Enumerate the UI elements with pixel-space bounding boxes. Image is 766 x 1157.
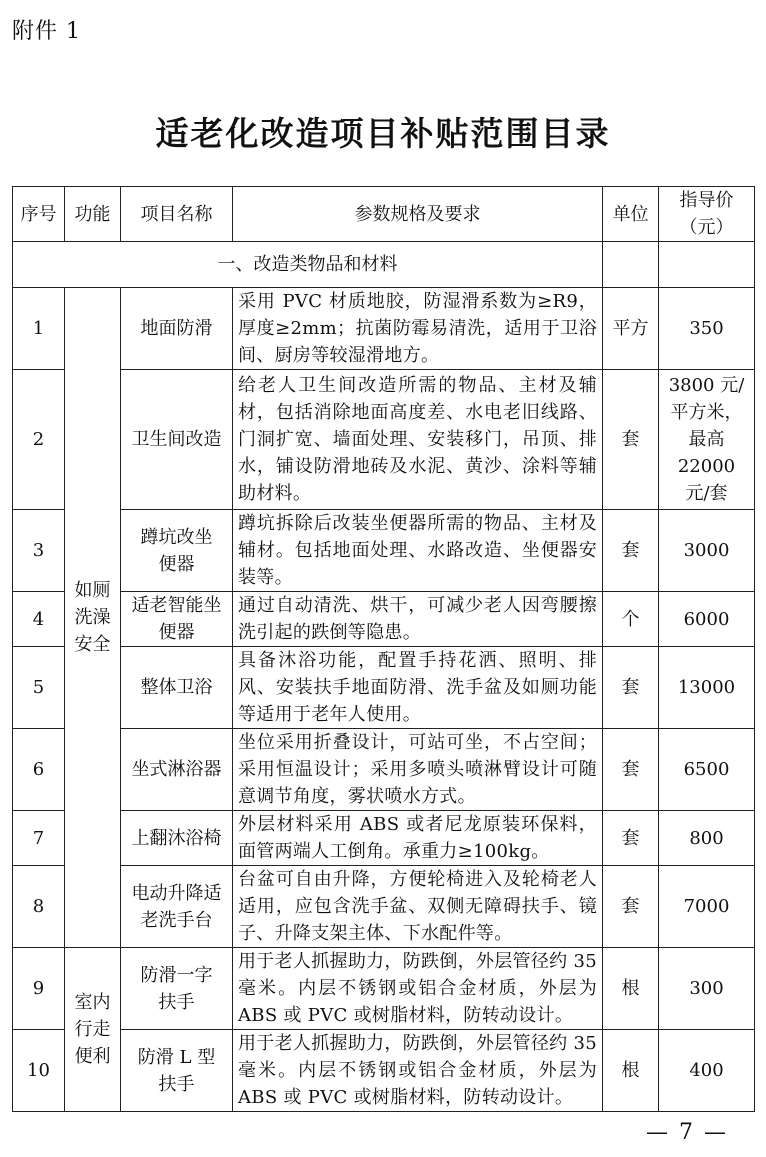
- table-row: [13, 647, 755, 729]
- row-name: 地面防滑: [121, 288, 233, 370]
- row-name: 坐式淋浴器: [121, 729, 233, 811]
- table-row: [13, 288, 755, 370]
- section-unit-empty: [603, 242, 659, 288]
- row-name: 防滑 L 型扶手: [121, 1030, 233, 1112]
- function-group-walking: 室内行走便利: [65, 948, 121, 1112]
- row-spec: 给老人卫生间改造所需的物品、主材及辅材，包括消除地面高度差、水电老旧线路、门洞扩宽、墙面处理、安装移门，吊顶、排水，铺设防滑地砖及水泥、黄沙、涂料等辅助材料。: [233, 370, 603, 510]
- row-spec: 坐位采用折叠设计，可站可坐，不占空间；采用恒温设计；采用多喷头喷淋臂设计可随意调节角度，雾状喷水方式。: [233, 729, 603, 811]
- row-no: 9: [13, 948, 65, 1030]
- row-name: 上翻沐浴椅: [121, 811, 233, 866]
- row-no: 8: [13, 866, 65, 948]
- row-spec: 具备沐浴功能，配置手持花洒、照明、排风、安装扶手地面防滑、洗手盆及如厕功能等适用于老年人使用。: [233, 647, 603, 729]
- subsidy-table: [12, 186, 755, 1112]
- row-unit: 根: [603, 1030, 659, 1112]
- table-row: [13, 510, 755, 592]
- row-no: 1: [13, 288, 65, 370]
- row-name: 适老智能坐便器: [121, 592, 233, 647]
- table-row: [13, 370, 755, 510]
- row-unit: 根: [603, 948, 659, 1030]
- row-no: 7: [13, 811, 65, 866]
- row-name: 卫生间改造: [121, 370, 233, 510]
- row-price: 6000: [659, 592, 755, 647]
- row-name: 蹲坑改坐便器: [121, 510, 233, 592]
- header-spec: 参数规格及要求: [233, 187, 603, 242]
- row-unit: 套: [603, 729, 659, 811]
- row-price: 400: [659, 1030, 755, 1112]
- row-unit: 个: [603, 592, 659, 647]
- table-row: [13, 592, 755, 647]
- section-row: [13, 242, 755, 288]
- header-name: 项目名称: [121, 187, 233, 242]
- table-row: [13, 811, 755, 866]
- row-no: 2: [13, 370, 65, 510]
- row-unit: 套: [603, 370, 659, 510]
- table-row: [13, 729, 755, 811]
- row-no: 10: [13, 1030, 65, 1112]
- row-unit: 套: [603, 647, 659, 729]
- row-spec: 蹲坑拆除后改装坐便器所需的物品、主材及辅材。包括地面处理、水路改造、坐便器安装等。: [233, 510, 603, 592]
- row-spec: 通过自动清洗、烘干，可减少老人因弯腰擦洗引起的跌倒等隐患。: [233, 592, 603, 647]
- row-price: 3800 元/平方米，最高 22000 元/套: [659, 370, 755, 510]
- row-unit: 套: [603, 510, 659, 592]
- row-price: 300: [659, 948, 755, 1030]
- row-unit: 平方: [603, 288, 659, 370]
- row-price: 350: [659, 288, 755, 370]
- row-price: 6500: [659, 729, 755, 811]
- page-number: — 7 —: [646, 1120, 728, 1145]
- table-row: [13, 866, 755, 948]
- row-price: 13000: [659, 647, 755, 729]
- table-row: [13, 948, 755, 1030]
- row-unit: 套: [603, 866, 659, 948]
- section-price-empty: [659, 242, 755, 288]
- row-price: 7000: [659, 866, 755, 948]
- row-name: 整体卫浴: [121, 647, 233, 729]
- section-title: 一、改造类物品和材料: [13, 242, 603, 288]
- row-no: 5: [13, 647, 65, 729]
- row-name: 防滑一字扶手: [121, 948, 233, 1030]
- row-price: 3000: [659, 510, 755, 592]
- row-price: 800: [659, 811, 755, 866]
- header-function: 功能: [65, 187, 121, 242]
- row-spec: 采用 PVC 材质地胶，防湿滑系数为≥R9，厚度≥2mm；抗菌防霉易清洗，适用于卫浴间、厨房等较湿滑地方。: [233, 288, 603, 370]
- function-group-bathroom: 如厕洗澡安全: [65, 288, 121, 948]
- row-name: 电动升降适老洗手台: [121, 866, 233, 948]
- page-title: 适老化改造项目补贴范围目录: [155, 114, 611, 153]
- header-price: 指导价（元）: [659, 187, 755, 242]
- row-no: 3: [13, 510, 65, 592]
- header-unit: 单位: [603, 187, 659, 242]
- row-no: 6: [13, 729, 65, 811]
- table-row: [13, 1030, 755, 1112]
- row-spec: 用于老人抓握助力，防跌倒，外层管径约 35 毫米。内层不锈钢或铝合金材质，外层为 ABS 或 PVC 或树脂材料，防转动设计。: [233, 948, 603, 1030]
- header-no: 序号: [13, 187, 65, 242]
- row-unit: 套: [603, 811, 659, 866]
- attachment-label: 附件 1: [12, 19, 81, 44]
- row-spec: 台盆可自由升降，方便轮椅进入及轮椅老人适用，应包含洗手盆、双侧无障碍扶手、镜子、升降支架主体、下水配件等。: [233, 866, 603, 948]
- row-spec: 用于老人抓握助力，防跌倒，外层管径约 35 毫米。内层不锈钢或铝合金材质，外层为 ABS 或 PVC 或树脂材料，防转动设计。: [233, 1030, 603, 1112]
- header-row: [13, 187, 755, 242]
- row-no: 4: [13, 592, 65, 647]
- row-spec: 外层材料采用 ABS 或者尼龙原装环保料，面管两端人工倒角。承重力≥100kg。: [233, 811, 603, 866]
